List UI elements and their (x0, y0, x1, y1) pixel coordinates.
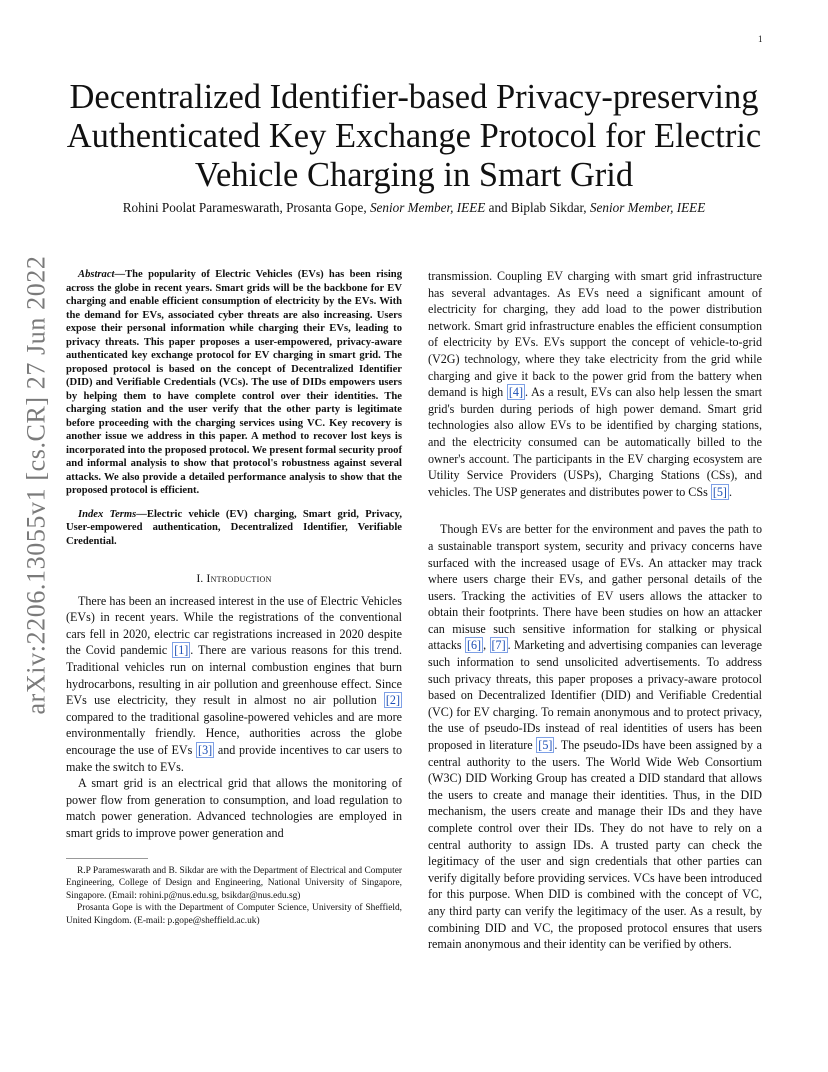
paragraph-text: compared to the traditional gasoline-powered vehicles and are more environmentally friendly. Hence, authorities across the globe encourage the use of EVs (66, 709, 402, 757)
index-terms-lead: Index Terms (78, 508, 137, 520)
intro-paragraph-1 (66, 593, 402, 776)
citation-link[interactable]: [5] (538, 738, 553, 753)
intro-paragraph-3 (428, 268, 762, 500)
arxiv-watermark (16, 255, 56, 714)
paragraph-text: , (483, 638, 490, 653)
citation-link[interactable]: [4] (508, 385, 524, 400)
paragraph-text: There has been an increased interest in the use of Electric Vehicles (EVs) in recent years. While the registrations of the conventional cars fell in 2020, electric car registrations increased in 2020 despite the Covid pandemic (66, 593, 402, 658)
arxiv-identifier: arXiv:2206.13055v1 [cs.CR] 27 Jun 2022 (21, 255, 50, 714)
footnote-affiliation-1: R.P Parameswarath and B. Sikdar are with the Department of Electrical and Computer Engineering, College of Design and Engineering, National University of Singapore, Singapore. (Email: rohini.p@nus.edu.sg, bsikdar@nus.edu.sg) (66, 865, 402, 901)
citation-link[interactable]: [1] (174, 643, 189, 658)
section-heading-introduction (66, 570, 402, 587)
paragraph-text: . There are various reasons for this trend. Traditional vehicles run on internal combustion engines that burn hydrocarbons, resulting in air pollution and greenhouse effect. Since EVs use electricity, they result in almost no air pollution (66, 643, 402, 708)
citation-link[interactable]: [6] (466, 638, 482, 653)
index-terms (66, 508, 402, 549)
intro-paragraph-4 (428, 521, 762, 952)
citation-link[interactable]: [2] (385, 693, 400, 708)
author-names-1: Rohini Poolat Parameswarath, Prosanta Gope, (122, 200, 370, 215)
paragraph-text: . The pseudo-IDs have been assigned by a central authority to the users. The World Wide Web Consortium (W3C) DID Working Group has created a DID standard that allows the users to create and manage their identities. Thus, in the DID mechanism, the users create and manage their IDs and they have complete control over their IDs. They do not have to rely on a central authority to assign IDs. A trusted party can check the legitimacy of the user and sign credentials that other parties can verify digitally before providing services. VCs have been introduced for this purpose. When DID is combined with the concept of VC, any third party can verify the legitimacy of the user. As a result, by combining DID and VC, the proposed protocol ensures that users remain anonymous and their identity can be verified by others. (428, 738, 762, 952)
abstract-text: —The popularity of Electric Vehicles (EVs) has been rising across the globe in recent years. Smart grids will be the backbone for EV charging and enable efficient consumption of electricity by the EVs. With the demand for EVs, associated cyber threats are also increasing. Users expose their personal information while charging their EVs, leading to privacy threats. This paper proposes a user-empowered, privacy-aware authenticated key exchange protocol for EV charging in smart grid. The proposed protocol is based on the concept of Decentralized Identifier (DID) and Verifiable Credentials (VCs). The use of DIDs empowers users by helping them to have complete control over their identities. The charging station and the user verify that the other party is legitimate before proceeding with the charging services using VC. Key recovery is another issue we address in this paper. A method to recover lost keys is incorporated into the proposed protocol. We present formal security proof and informal analysis to show that protocol's robustness against several attacks. We also provide a detailed performance analysis to show that the proposed protocol is efficient. (66, 269, 402, 496)
paragraph-text: . As a result, EVs can also help lessen the smart grid's burden during periods of high power demand. Smart grid technologies also allow EVs to be identified by charging stations, and the electricity consumed can be automatically billed to the owner's account. The participants in the EV charging ecosystem are Utility Service Providers (USPs), Charging Stations (CSs), and vehicles. The USP generates and distributes power to CSs (428, 385, 763, 499)
citation-link[interactable]: [7] (491, 638, 506, 653)
paragraph-text: Though EVs are better for the environment and paves the path to a sustainable transport system, security and privacy concerns have surfaced with the increased usage of EVs. An attacker may track where users charge their EVs, and gather personal details of the users. Tracking the activities of EV users allows the attacker to obtain their footprints. There have been studies on how an attacker can misuse such sensitive information for stalking or physical attacks (428, 522, 762, 653)
citation-link[interactable]: [5] (712, 484, 727, 499)
index-terms-text: —Electric vehicle (EV) charging, Smart grid, Privacy, User-empowered authentication, Decentralized Identifier, Verifiable Credential. (66, 508, 402, 547)
abstract (66, 268, 402, 498)
paragraph-text: transmission. Coupling EV charging with smart grid infrastructure has several advantages. As EVs need a significant amount of electricity for charging, they add load to the power distribution network. Smart grid infrastructure enables the efficient consumption of electricity by EVs. EVs support the concept of vehicle-to-grid (V2G) technology, where they take electricity from the grid while charging and give it back to the power grid from the battery when demand is high (428, 269, 762, 400)
paragraph-text: . Marketing and advertising companies can leverage such information to send unsolicited advertisements. To address such privacy threats, this paper proposes a privacy-aware protocol based on Decentralized Identifier (DID) and Verifiable Credential (VC) for EV charging. To remain anonymous and to protect privacy, the use of pseudo-IDs instead of real identities of users has been proposed in literature (428, 638, 762, 753)
author-role-1: Senior Member, IEEE (369, 200, 486, 215)
author-role-2: Senior Member, IEEE (589, 200, 706, 215)
right-column (428, 268, 762, 953)
paper-title: Decentralized Identifier-based Privacy-preserving Authenticated Key Exchange Protocol for Electric Vehicle Charging in Smart Grid (66, 78, 762, 194)
footnotes (66, 865, 402, 928)
paragraph-text: A smart grid is an electrical grid that allows the monitoring of power flow from generation to consumption, and load regulation to match power generation. Advanced technologies are employed in smart grids to improve power generation and (66, 776, 402, 840)
section-number: I. (196, 571, 207, 585)
author-names-2: and Biplab Sikdar, (485, 200, 590, 215)
paragraph-text: . (728, 484, 732, 499)
abstract-lead: Abstract (78, 269, 115, 280)
intro-paragraph-2 (66, 775, 402, 841)
page-number: 1 (758, 34, 763, 44)
footnote-affiliation-2: Prosanta Gope is with the Department of Computer Science, University of Sheffield, United Kingdom. (E-mail: p.gope@sheffield.ac.uk) (66, 903, 402, 926)
left-column (66, 268, 402, 927)
author-line (40, 200, 788, 216)
section-title: Introduction (206, 571, 272, 585)
footnote-divider (66, 858, 148, 859)
citation-link[interactable]: [3] (198, 742, 213, 757)
paragraph-text: and provide incentives to car users to make the switch to EVs. (66, 742, 402, 774)
